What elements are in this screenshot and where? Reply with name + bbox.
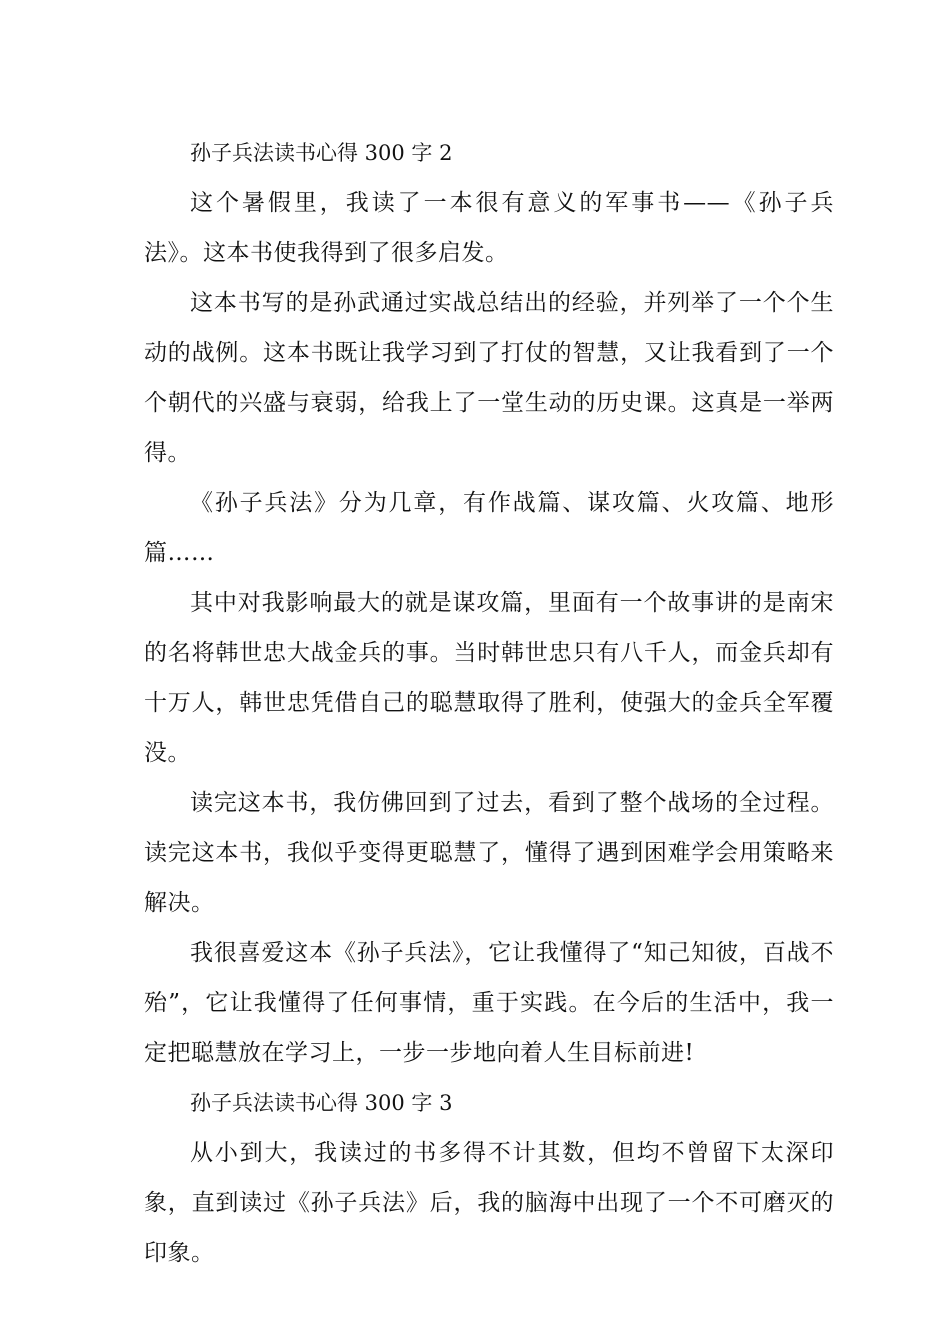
section-heading: 孙子兵法读书心得 300 字 3: [190, 1091, 453, 1115]
paragraph: 我很喜爱这本《孙子兵法》，它让我懂得了“知己知彼，百战不殆”，它让我懂得了任何事情，重于实践。在今后的生活中，我一定把聪慧放在学习上，一步一步地向着人生目标前进!: [144, 940, 834, 1066]
paragraph: 这个暑假里，我读了一本很有意义的军事书——《孙子兵法》。这本书使我得到了很多启发。: [144, 190, 834, 266]
paragraph: 读完这本书，我仿佛回到了过去，看到了整个战场的全过程。读完这本书，我似乎变得更聪慧了，懂得了遇到困难学会用策略来解决。: [144, 790, 834, 916]
paragraph: 《孙子兵法》分为几章，有作战篇、谋攻篇、火攻篇、地形篇……: [144, 490, 834, 566]
paragraph: 这本书写的是孙武通过实战总结出的经验，并列举了一个个生动的战例。这本书既让我学习到了打仗的智慧，又让我看到了一个个朝代的兴盛与衰弱，给我上了一堂生动的历史课。这真是一举两得。: [144, 290, 834, 466]
paragraph: 其中对我影响最大的就是谋攻篇，里面有一个故事讲的是南宋的名将韩世忠大战金兵的事。当时韩世忠只有八千人，而金兵却有十万人，韩世忠凭借自己的聪慧取得了胜利，使强大的金兵全军覆没。: [144, 590, 834, 766]
section-heading: 孙子兵法读书心得 300 字 2: [190, 141, 453, 165]
paragraph: 从小到大，我读过的书多得不计其数，但均不曾留下太深印象，直到读过《孙子兵法》后，我的脑海中出现了一个不可磨灭的印象。: [144, 1140, 834, 1266]
document-page: [144, 128, 834, 1278]
